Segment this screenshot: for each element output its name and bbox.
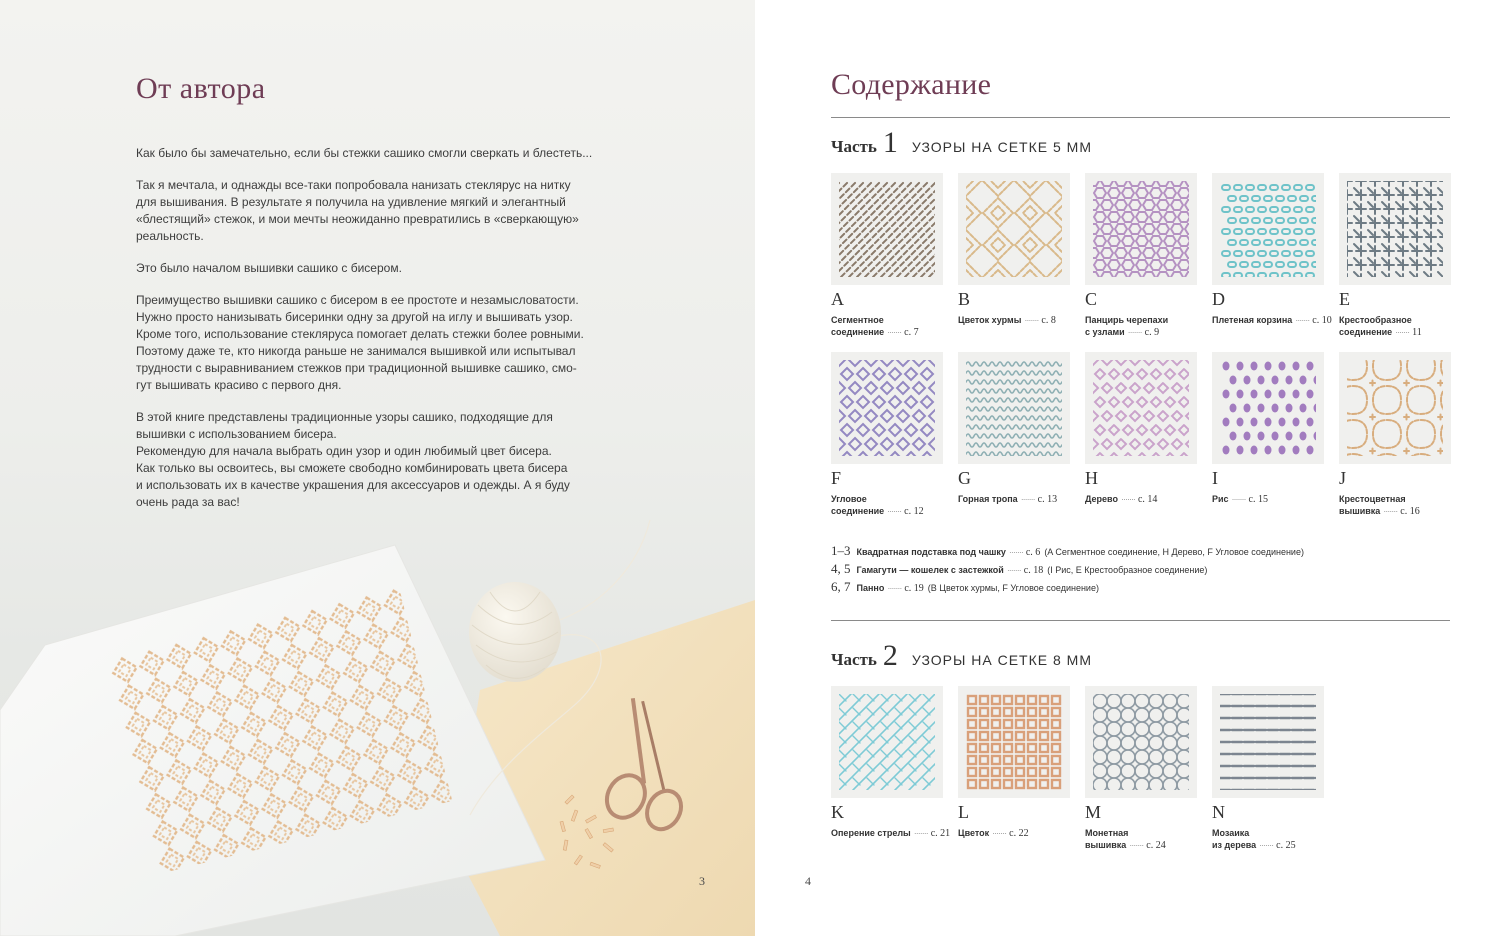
leader-dots: ······· xyxy=(887,327,902,337)
pattern-name-line xyxy=(1085,827,1209,839)
pattern-name-line xyxy=(831,326,955,339)
project-note: (I Рис, E Крестообразное соединение) xyxy=(1047,565,1208,575)
pattern-name: Панцирь черепахи xyxy=(1085,315,1169,325)
pattern-swatch-image xyxy=(958,352,1070,464)
leader-dots: ······· xyxy=(1259,840,1274,850)
pattern-page: с. 8 xyxy=(1041,315,1056,326)
project-note: (B Цветок хурмы, F Угловое соединение) xyxy=(927,583,1099,593)
pattern-swatch xyxy=(1212,352,1324,464)
part1-subtitle: УЗОРЫ НА СЕТКЕ 5 ММ xyxy=(911,139,1092,155)
pattern-name: вышивка xyxy=(1339,506,1381,516)
pattern-swatch-image xyxy=(831,173,943,285)
pattern-swatch xyxy=(831,686,943,798)
leader-dots: ······· xyxy=(1231,494,1246,504)
text-line: вышивки с использованием бисера. xyxy=(136,427,337,441)
left-page-number: 3 xyxy=(699,874,705,888)
text-line: Как было бы замечательно, если бы стежки сашико смогли сверкать и блестеть... xyxy=(136,146,593,160)
pattern-caption xyxy=(1339,314,1463,339)
pattern-swatch-image xyxy=(831,686,943,798)
leader-dots: ······· xyxy=(1395,327,1410,337)
leader-dots: ······· xyxy=(1127,327,1142,337)
pattern-page: 11 xyxy=(1412,327,1422,338)
text-line: очень рада за вас! xyxy=(136,495,240,509)
project-note: (A Сегментное соединение, H Дерево, F Угловое соединение) xyxy=(1044,547,1304,557)
pattern-name: Монетная xyxy=(1085,828,1129,838)
pattern-swatch xyxy=(831,352,943,464)
pattern-name-line xyxy=(958,314,1082,327)
pattern-name-line xyxy=(1212,314,1336,327)
pattern-swatch xyxy=(958,686,1070,798)
pattern-name-line xyxy=(1339,326,1463,339)
pattern-page: с. 10 xyxy=(1312,315,1332,326)
project-name: Квадратная подставка под чашку xyxy=(856,547,1006,557)
part2-number: 2 xyxy=(882,639,898,672)
pattern-name-line xyxy=(1212,839,1336,852)
pattern-letter: N xyxy=(1212,802,1225,822)
pattern-swatch-image xyxy=(1212,352,1324,464)
pattern-swatch xyxy=(1085,173,1197,285)
pattern-name: соединение xyxy=(831,506,885,516)
text-line: Рекомендую для начала выбрать один узор и один любимый цвет бисера. xyxy=(136,444,552,458)
pattern-swatch xyxy=(958,173,1070,285)
leader-dots: ······· xyxy=(887,583,902,593)
pattern-page: с. 24 xyxy=(1146,840,1166,851)
pattern-name: Цветок xyxy=(958,828,990,838)
pattern-swatch xyxy=(1339,173,1451,285)
pattern-page: с. 13 xyxy=(1037,494,1058,505)
pattern-name-line xyxy=(831,493,955,505)
text-line: Так я мечтала, и однажды все-таки попробовала нанизать стеклярус на нитку xyxy=(136,178,571,192)
pattern-caption xyxy=(1085,493,1209,506)
pattern-name: Цветок хурмы xyxy=(958,315,1022,325)
text-line: и использовать их в качестве украшения для аксессуаров и одежды. А я буду xyxy=(136,478,570,492)
part1-heading xyxy=(831,128,1092,162)
pattern-page: с. 9 xyxy=(1144,327,1160,338)
pattern-name: соединение xyxy=(831,327,885,337)
text-line: Преимущество вышивки сашико с бисером в ее простоте и незамысловатости. xyxy=(136,293,579,307)
pattern-letter: D xyxy=(1212,289,1225,309)
part2-subtitle: УЗОРЫ НА СЕТКЕ 8 ММ xyxy=(911,652,1092,668)
pattern-swatch-image xyxy=(1085,173,1197,285)
pattern-name: Крестоцветная xyxy=(1339,494,1406,504)
pattern-page: с. 22 xyxy=(1009,828,1029,839)
pattern-name-line xyxy=(1085,314,1209,326)
pattern-swatch xyxy=(1085,352,1197,464)
part1-word: Часть xyxy=(831,137,877,156)
text-line: Нужно просто нанизывать бисеринки одну за другой на иглу и вышивать узор. xyxy=(136,310,573,324)
pattern-swatch-image xyxy=(1085,352,1197,464)
right-page xyxy=(755,0,1512,936)
pattern-caption xyxy=(1212,827,1336,852)
part1-number: 1 xyxy=(882,126,898,159)
leader-dots: ······· xyxy=(1129,840,1144,850)
pattern-caption xyxy=(1212,314,1336,327)
part2-heading xyxy=(831,641,1092,675)
pattern-page: с. 15 xyxy=(1248,494,1268,505)
text-line: «блестящий» стежок, и мои мечты неожиданно превратились в «сверкающую» xyxy=(136,212,579,226)
embroidery-photo xyxy=(0,0,755,936)
pattern-swatch-image xyxy=(831,352,943,464)
pattern-name-line xyxy=(831,505,955,518)
leader-dots: ······· xyxy=(1120,494,1135,504)
pattern-letter: E xyxy=(1339,289,1350,309)
pattern-name-line xyxy=(1339,314,1463,326)
project-page: с. 18 xyxy=(1023,565,1044,576)
leader-dots: ······· xyxy=(1006,565,1021,575)
leader-dots: ······· xyxy=(1008,547,1023,557)
pattern-page: с. 21 xyxy=(930,828,951,839)
pattern-page: с. 25 xyxy=(1276,840,1296,851)
leader-dots: ······· xyxy=(913,828,928,838)
pattern-name: вышивка xyxy=(1085,840,1127,850)
pattern-caption xyxy=(1212,493,1336,506)
pattern-swatch-image xyxy=(1212,173,1324,285)
project-numbers: 4, 5 xyxy=(831,561,851,576)
text-line: В этой книге представлены традиционные узоры сашико, подходящие для xyxy=(136,410,553,424)
pattern-name: из дерева xyxy=(1212,840,1257,850)
pattern-name-line xyxy=(958,493,1082,506)
text-line: Кроме того, использование стекляруса помогает делать стежки более ровными. xyxy=(136,327,584,341)
leader-dots: ······· xyxy=(992,828,1007,838)
pattern-letter: L xyxy=(958,802,969,822)
pattern-swatch xyxy=(1339,352,1451,464)
project-name: Гамагути — кошелек с застежкой xyxy=(856,565,1004,575)
pattern-name-line xyxy=(1339,493,1463,505)
pattern-letter: C xyxy=(1085,289,1098,309)
pattern-letter: J xyxy=(1339,468,1347,488)
pattern-letter: A xyxy=(831,289,844,309)
pattern-letter: M xyxy=(1085,802,1102,822)
pattern-name-line xyxy=(1212,493,1336,506)
part2-rule xyxy=(831,620,1450,621)
pattern-letter: F xyxy=(831,468,842,488)
pattern-caption xyxy=(831,827,955,840)
left-page xyxy=(0,0,755,936)
pattern-name-line xyxy=(958,827,1082,840)
text-line: реальность. xyxy=(136,229,204,243)
pattern-swatch-image xyxy=(958,173,1070,285)
pattern-letter: I xyxy=(1212,468,1218,488)
pattern-swatch xyxy=(1085,686,1197,798)
pattern-name-line xyxy=(831,827,955,840)
pattern-page: с. 16 xyxy=(1400,506,1420,517)
right-page-number: 4 xyxy=(805,874,811,888)
project-row[interactable] xyxy=(831,561,1451,579)
text-line: Это было началом вышивки сашико с бисером. xyxy=(136,261,402,275)
pattern-name: Оперение стрелы xyxy=(831,828,911,838)
pattern-letter: G xyxy=(958,468,971,488)
pattern-letter: K xyxy=(831,802,844,822)
pattern-caption xyxy=(958,493,1082,506)
pattern-swatch xyxy=(831,173,943,285)
pattern-caption xyxy=(1085,314,1209,339)
pattern-caption xyxy=(831,493,955,518)
pattern-page: с. 14 xyxy=(1137,494,1158,505)
pattern-name: Угловое xyxy=(831,494,867,504)
pattern-caption xyxy=(958,827,1082,840)
pattern-name: Плетеная корзина xyxy=(1212,315,1293,325)
pattern-name: с узлами xyxy=(1085,327,1125,337)
pattern-name-line xyxy=(831,314,955,326)
project-numbers: 1–3 xyxy=(831,543,851,558)
pattern-caption xyxy=(1085,827,1209,852)
pattern-name-line xyxy=(1339,505,1463,518)
part2-word: Часть xyxy=(831,650,877,669)
pattern-swatch xyxy=(1212,686,1324,798)
pattern-caption xyxy=(958,314,1082,327)
text-line: для вышивания. В результате я получила на удивление мягкий и элегантный xyxy=(136,195,566,209)
project-numbers: 6, 7 xyxy=(831,579,851,594)
pattern-name: соединение xyxy=(1339,327,1393,337)
project-row[interactable] xyxy=(831,579,1451,597)
pattern-swatch-image xyxy=(1212,686,1324,798)
title-rule xyxy=(831,117,1450,118)
pattern-letter: B xyxy=(958,289,971,309)
project-name: Панно xyxy=(856,583,885,593)
pattern-name: Рис xyxy=(1212,494,1229,504)
pattern-swatch-image xyxy=(1339,352,1451,464)
text-line: трудности с выравниванием стежков при традиционной вышивке сашико, смо- xyxy=(136,361,577,375)
leader-dots: ······· xyxy=(1020,494,1035,504)
pattern-caption xyxy=(831,314,955,339)
pattern-page: с. 12 xyxy=(904,506,924,517)
projects-list xyxy=(831,543,1451,597)
left-page-title: От автора xyxy=(136,72,266,105)
project-row[interactable] xyxy=(831,543,1451,561)
pattern-name: Мозаика xyxy=(1212,828,1250,838)
pattern-name: Крестообразное xyxy=(1339,315,1412,325)
contents-title: Содержание xyxy=(831,68,992,101)
leader-dots: ······· xyxy=(1024,315,1039,325)
pattern-name: Дерево xyxy=(1085,494,1118,504)
pattern-swatch-image xyxy=(958,686,1070,798)
pattern-name: Горная тропа xyxy=(958,494,1018,504)
leader-dots: ······· xyxy=(887,506,902,516)
text-line: Как только вы освоитесь, вы сможете свободно комбинировать цвета бисера xyxy=(136,461,568,475)
pattern-name: Сегментное xyxy=(831,315,884,325)
pattern-swatch-image xyxy=(1339,173,1451,285)
text-line: гут вышивать красиво с первого дня. xyxy=(136,378,342,392)
pattern-name-line xyxy=(1085,839,1209,852)
pattern-name-line xyxy=(1085,326,1209,339)
pattern-letter: H xyxy=(1085,468,1098,488)
text-line: Поэтому даже те, кто никогда раньше не занимался вышивкой или испытывал xyxy=(136,344,576,358)
leader-dots: ······· xyxy=(1295,315,1310,325)
pattern-swatch xyxy=(1212,173,1324,285)
pattern-page: с. 7 xyxy=(904,327,919,338)
pattern-name-line xyxy=(1085,493,1209,506)
pattern-swatch xyxy=(958,352,1070,464)
pattern-swatch-image xyxy=(1085,686,1197,798)
pattern-caption xyxy=(1339,493,1463,518)
pattern-name-line xyxy=(1212,827,1336,839)
leader-dots: ······· xyxy=(1383,506,1398,516)
project-page: с. 6 xyxy=(1025,547,1041,558)
project-page: с. 19 xyxy=(904,583,924,594)
